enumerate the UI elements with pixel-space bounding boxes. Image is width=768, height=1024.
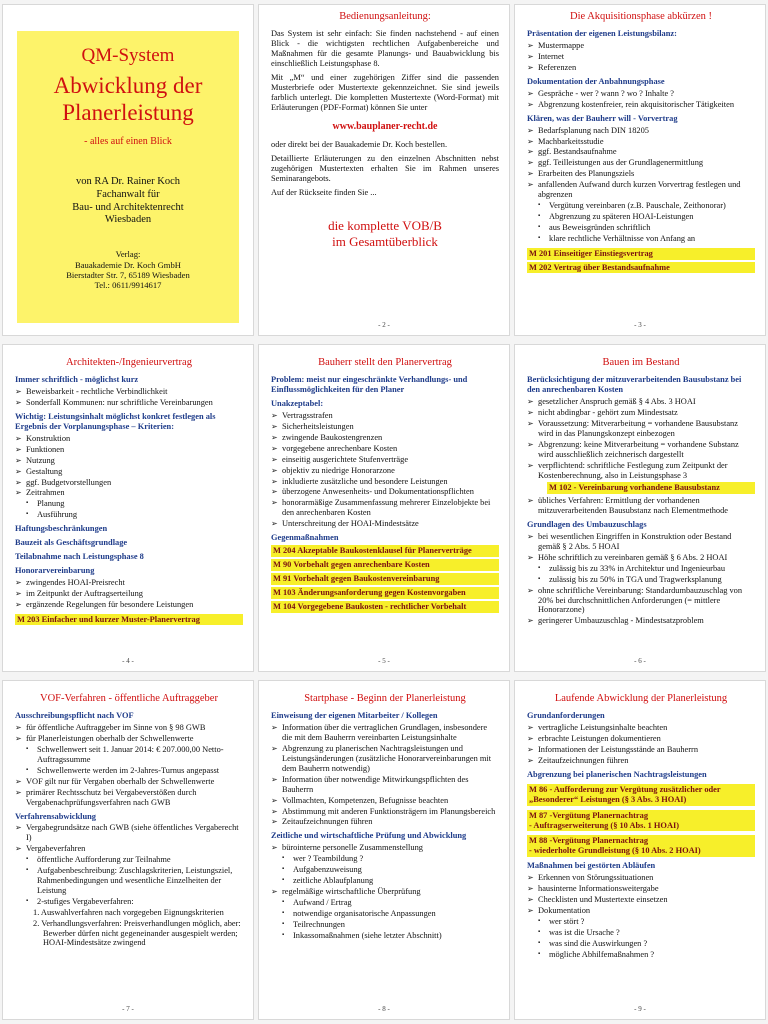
- arrow-icon: ➢: [271, 443, 278, 453]
- section-heading: Einweisung der eigenen Mitarbeiter / Kollegen: [271, 711, 438, 721]
- paragraph: Mit „M“ und einer zugehörigen Ziffer sind die passenden Musterbriefe oder Mustertexte gekennzeichnet. Sie sind jeweils farblich unterlegt. Die kompletten Mustertexte (Word-Format) mit Erläuterungen (PDF-Format) können Sie unter: [271, 73, 499, 112]
- startphase-panel: [258, 680, 510, 1020]
- list-item: ➢ Erkennen von Störungssituationen: [527, 873, 654, 883]
- square-icon: ▪: [282, 909, 285, 916]
- arrow-icon: ➢: [15, 588, 22, 598]
- template-ref-line: - Auftragserweiterung (§ 10 Abs. 1 HOAI): [529, 820, 680, 830]
- list-item: ➢ inkludierte zusätzliche und besondere Leistungen: [271, 476, 448, 486]
- list-subitem: ▪ Ausführung: [26, 510, 78, 520]
- arrow-icon: ➢: [527, 41, 534, 51]
- square-icon: ▪: [282, 855, 285, 862]
- section-heading: Klären, was der Bauherr will - Vorvertrag: [527, 113, 678, 123]
- arrow-icon: ➢: [527, 616, 534, 626]
- list-item: ➢ Abgrenzung kostenfreier, rein akquisitorischer Tätigkeiten: [527, 99, 735, 109]
- section-heading: Haftungsbeschränkungen: [15, 524, 108, 534]
- square-icon: ▪: [538, 212, 541, 219]
- vob-line: im Gesamtüberblick: [332, 233, 438, 249]
- list-item: ➢ Sicherheitsleistungen: [271, 422, 354, 431]
- arrow-icon: ➢: [15, 455, 22, 465]
- arrow-icon: ➢: [15, 387, 22, 397]
- list-item: ➢ nicht abdingbar - gehört zum Mindestsatz: [527, 408, 678, 418]
- section-heading: Honorarvereinbarung: [15, 565, 95, 575]
- list-item: ➢ Konstruktion: [15, 433, 71, 443]
- verlag-line: Bauakademie Dr. Koch GmbH: [75, 259, 181, 270]
- arrow-icon: ➢: [15, 787, 22, 797]
- arrow-icon: ➢: [271, 795, 278, 805]
- client-contract-panel: [258, 344, 510, 672]
- square-icon: ▪: [26, 897, 29, 904]
- website-link[interactable]: www.bauplaner-recht.de: [332, 120, 438, 132]
- list-subitem: ▪ Schwellenwert seit 1. Januar 2014: € 207.000,00 Netto-Auftragssumme: [26, 745, 224, 764]
- panel-title: Laufende Abwicklung der Planerleistung: [554, 693, 728, 704]
- list-subitem: ▪ notwendige organisatorische Anpassungen: [282, 908, 436, 918]
- arrow-icon: ➢: [527, 905, 534, 915]
- section-heading: Grundanforderungen: [527, 711, 605, 721]
- cover-box: [17, 31, 239, 323]
- arrow-icon: ➢: [527, 723, 534, 733]
- list-subitem: ▪ was ist die Ursache ?: [538, 927, 620, 937]
- author-line: Bau- und Architektenrecht: [72, 201, 184, 213]
- arrow-icon: ➢: [271, 476, 278, 486]
- instructions-panel: [258, 4, 510, 336]
- panel-title: VOF-Verfahren - öffentliche Auftraggeber: [40, 693, 218, 704]
- list-subitem: ▪ was sind die Auswirkungen ?: [538, 938, 648, 948]
- list-item: ➢ VOF gilt nur für Vergaben oberhalb der Schwellenwerte: [15, 776, 215, 786]
- square-icon: ▪: [538, 575, 541, 582]
- arrow-icon: ➢: [271, 817, 278, 827]
- list-item: ➢ Unterschreitung der HOAI-Mindestsätze: [271, 519, 419, 529]
- author-line: Wiesbaden: [104, 214, 152, 226]
- panel-title: Bedienungsanleitung:: [339, 11, 431, 22]
- list-item: ➢ überzogene Anwesenheits- und Dokumentationspflichten: [271, 487, 474, 497]
- square-icon: ▪: [26, 746, 29, 753]
- list-item: ➢ Gestaltung: [15, 466, 63, 476]
- list-item: ➢ honorarmäßige Zusammenfassung mehrerer Einzelobjekte bei den anrechenbaren Kosten: [271, 498, 491, 518]
- template-ref[interactable]: M 90 Vorbehalt gegen anrechenbare Kosten: [271, 559, 499, 571]
- square-icon: ▪: [538, 201, 541, 208]
- arrow-icon: ➢: [527, 125, 534, 135]
- list-item: ➢ Abgrenzung zu planerischen Nachtragsleistungen und Leistungsänderungen (zusätzliche Honorarvereinbarungen mit dem Bauherrn notwendig): [271, 744, 492, 773]
- list-item: ➢ ggf. Bestandsaufnahme: [527, 147, 617, 157]
- square-icon: ▪: [538, 928, 541, 935]
- section-heading: Präsentation der eigenen Leistungsbilanz:: [527, 29, 677, 39]
- cover-author: [17, 176, 239, 227]
- square-icon: ▪: [538, 939, 541, 946]
- paragraph: Auf der Rückseite finden Sie ...: [271, 188, 377, 198]
- list-item: ➢ zwingende Baukostengrenzen: [271, 432, 383, 442]
- list-subitem: ▪ Aufwand / Ertrag: [282, 897, 352, 907]
- section-heading: Maßnahmen bei gestörten Abläufen: [527, 861, 656, 871]
- arrow-icon: ➢: [271, 487, 278, 497]
- square-icon: ▪: [282, 931, 285, 938]
- contract-panel: [2, 344, 254, 672]
- arrow-icon: ➢: [271, 843, 278, 853]
- arrow-icon: ➢: [527, 408, 534, 418]
- arrow-icon: ➢: [527, 460, 534, 470]
- list-item: ➢ für Planerleistungen oberhalb der Schwellenwerte: [15, 734, 194, 744]
- list-item: ➢ ggf. Teilleistungen aus der Grundlagenermittlung: [527, 158, 704, 168]
- arrow-icon: ➢: [527, 884, 534, 894]
- list-item: ➢ für öffentliche Auftraggeber im Sinne von § 98 GWB: [15, 723, 206, 733]
- section-heading: Zeitliche und wirtschaftliche Prüfung und Abwicklung: [271, 831, 467, 841]
- arrow-icon: ➢: [15, 599, 22, 609]
- arrow-icon: ➢: [527, 136, 534, 146]
- list-item: ➢ ohne schriftliche Vereinbarung: Standardumbauzuschlag von 20% bei durchschnittlichen Anforderungen (= mittlere Honorarzone): [527, 585, 743, 615]
- template-ref[interactable]: [527, 835, 755, 857]
- list-item: ➢ verpflichtend: schriftliche Festlegung zum Zeitpunkt der Kostenberechnung, also in Leistungsphase 3: [527, 460, 728, 480]
- list-subitem: ▪ aus Beweisgründen schriftlich: [538, 222, 651, 232]
- list-subitem: ▪ zulässig bis zu 33% in Architektur und Ingenieurbau: [538, 563, 726, 573]
- list-item: ➢ Vertragsstrafen: [271, 411, 333, 421]
- vob-line: die komplette VOB/B: [328, 217, 442, 233]
- list-item: ➢ zwingendes HOAI-Preisrecht: [15, 577, 125, 587]
- list-item: ➢ übliches Verfahren: Ermittlung der vorhandenen mitzuverarbeitenden Bausubstanz nach Elementmethode: [527, 496, 728, 516]
- list-item: ➢ im Zeitpunkt der Auftragserteilung: [15, 588, 143, 598]
- verlag-line: Verlag:: [115, 249, 141, 260]
- square-icon: ▪: [282, 898, 285, 905]
- arrow-icon: ➢: [271, 465, 278, 475]
- square-icon: ▪: [26, 500, 29, 507]
- panel-title: Architekten-/Ingenieurvertrag: [66, 357, 192, 368]
- verlag-line: Tel.: 0611/9914617: [94, 280, 162, 291]
- cover-panel: [2, 4, 254, 336]
- arrow-icon: ➢: [527, 63, 534, 73]
- arrow-icon: ➢: [15, 444, 22, 454]
- panel-title: Bauen im Bestand: [602, 357, 680, 368]
- section-heading: Unakzeptabel:: [271, 399, 324, 409]
- template-ref-line: M 87 -Vergütung Planernachtrag: [529, 810, 649, 820]
- arrow-icon: ➢: [527, 99, 534, 109]
- arrow-icon: ➢: [527, 147, 534, 157]
- list-item: ➢ anfallenden Aufwand durch kurzen Vorvertrag festlegen und abgrenzen: [527, 180, 741, 200]
- square-icon: ▪: [538, 564, 541, 571]
- arrow-icon: ➢: [527, 894, 534, 904]
- page-number: - 2 -: [378, 320, 390, 329]
- square-icon: ▪: [538, 234, 541, 241]
- square-icon: ▪: [538, 950, 541, 957]
- page-number: - 8 -: [378, 1004, 390, 1013]
- cover-qm: QM-System: [81, 45, 175, 66]
- list-item: ➢ Sonderfall Kommunen: nur schriftliche Vereinbarungen: [15, 398, 213, 408]
- list-subitem: ▪ 2-stufiges Vergabeverfahren:: [26, 896, 134, 906]
- list-item: ➢ objektiv zu niedrige Honorarzone: [271, 465, 395, 475]
- template-ref[interactable]: M 201 Einseitiger Einstiegsvertrag: [527, 248, 755, 260]
- page-number: - 9 -: [634, 1004, 646, 1013]
- list-item: ➢ Nutzung: [15, 455, 55, 465]
- list-item: ➢ Checklisten und Mustertexte einsetzen: [527, 894, 668, 904]
- list-subitem: ▪ zulässig bis zu 50% in TGA und Tragwerksplanung: [538, 574, 722, 584]
- arrow-icon: ➢: [271, 411, 278, 421]
- template-ref-line: „Besonderer“ Leistungen (§ 3 Abs. 3 HOAI): [529, 794, 687, 804]
- arrow-icon: ➢: [271, 432, 278, 442]
- cover-title-line2: Planerleistung: [62, 99, 194, 125]
- arrow-icon: ➢: [15, 466, 22, 476]
- template-ref[interactable]: M 91 Vorbehalt gegen Baukostenvereinbarung: [271, 573, 499, 585]
- square-icon: ▪: [26, 766, 29, 773]
- list-item: ➢ Zeitrahmen: [15, 488, 65, 498]
- section-heading: Bauzeit als Geschäftsgrundlage: [15, 538, 128, 548]
- arrow-icon: ➢: [15, 723, 22, 733]
- list-item: ➢ Vergabeverfahren: [15, 844, 86, 854]
- acquisition-panel: [514, 4, 766, 336]
- list-item: ➢ Informationen der Leistungsstände an Bauherrn: [527, 745, 699, 755]
- list-item: ➢ Mustermappe: [527, 41, 585, 51]
- arrow-icon: ➢: [527, 439, 534, 449]
- list-subitem: ▪ Teilrechnungen: [282, 919, 345, 929]
- list-subitem: ▪ Vergütung vereinbaren (z.B. Pauschale, Zeithonorar): [538, 200, 726, 210]
- list-item: ➢ Vollmachten, Kompetenzen, Befugnisse beachten: [271, 795, 449, 805]
- page-number: - 6 -: [634, 656, 646, 665]
- arrow-icon: ➢: [271, 454, 278, 464]
- template-ref[interactable]: M 203 Einfacher und kurzer Muster-Planervertrag: [15, 614, 243, 626]
- arrow-icon: ➢: [271, 723, 278, 733]
- list-item: ➢ Zeitaufzeichnungen führen: [527, 756, 629, 765]
- template-ref[interactable]: M 104 Vorgegebene Baukosten - rechtlicher Vorbehalt: [271, 601, 499, 613]
- section-heading: Dokumentation der Anbahnungsphase: [527, 77, 665, 86]
- list-item: ➢ Gespräche - wer ? wann ? wo ? Inhalte ?: [527, 88, 675, 98]
- arrow-icon: ➢: [527, 873, 534, 883]
- arrow-icon: ➢: [15, 776, 22, 786]
- square-icon: ▪: [538, 917, 541, 924]
- list-item: ➢ Erarbeiten des Planungsziels: [527, 169, 635, 179]
- arrow-icon: ➢: [527, 756, 534, 765]
- arrow-icon: ➢: [527, 88, 534, 98]
- paragraph: Detaillierte Erläuterungen zu den einzelnen Abschnitten nebst zugehörigen Mustertexten erhalten Sie im Rahmen unseres Seminarangebots.: [271, 154, 499, 184]
- list-item: ➢ vorgegebene anrechenbare Kosten: [271, 443, 398, 453]
- list-item: ➢ gesetzlicher Anspruch gemäß § 4 Abs. 3 HOAI: [527, 397, 696, 407]
- cover-title: [17, 73, 239, 126]
- arrow-icon: ➢: [527, 532, 534, 542]
- list-item: ➢ primärer Rechtsschutz bei Vergabeverstößen durch Vergabenachprüfungsverfahren nach GWB: [15, 787, 197, 807]
- section-heading: Gegenmaßnahmen: [271, 533, 339, 543]
- ongoing-panel: [514, 680, 766, 1020]
- arrow-icon: ➢: [527, 180, 534, 190]
- template-ref-line: M 88 -Vergütung Planernachtrag: [529, 836, 649, 846]
- square-icon: ▪: [538, 223, 541, 230]
- list-subitem: ▪ Schwellenwerte werden im 2-Jahres-Turnus angepasst: [26, 765, 220, 775]
- arrow-icon: ➢: [15, 477, 22, 487]
- arrow-icon: ➢: [527, 169, 534, 179]
- square-icon: ▪: [282, 866, 285, 873]
- arrow-icon: ➢: [15, 823, 22, 833]
- list-item: ➢ Information über die vertraglichen Grundlagen, insbesondere die mit dem Bauherrn vereinbarten Leistungsinhalte: [271, 723, 488, 743]
- panel-title: Bauherr stellt den Planervertrag: [318, 357, 452, 368]
- cover-subtitle: - alles auf einen Blick: [84, 136, 172, 148]
- arrow-icon: ➢: [15, 433, 22, 443]
- cover-verlag: [17, 249, 239, 290]
- list-item: ➢ Machbarkeitsstudie: [527, 136, 604, 146]
- square-icon: ▪: [26, 867, 29, 874]
- arrow-icon: ➢: [271, 744, 278, 754]
- arrow-icon: ➢: [271, 886, 278, 896]
- list-subitem: ▪ öffentliche Aufforderung zur Teilnahme: [26, 855, 171, 865]
- list-item: ➢ Abstimmung mit anderen Funktionsträgern im Planungsbereich: [271, 806, 496, 816]
- list-item: ➢ einseitig ausgerichtete Stufenverträge: [271, 454, 409, 464]
- arrow-icon: ➢: [527, 552, 534, 562]
- template-ref[interactable]: M 103 Änderungsanforderung gegen Kostenvorgaben: [271, 587, 499, 599]
- arrow-icon: ➢: [527, 734, 534, 744]
- list-item: ➢ Bedarfsplanung nach DIN 18205: [527, 125, 649, 135]
- author-line: von RA Dr. Rainer Koch: [75, 176, 181, 188]
- arrow-icon: ➢: [15, 488, 22, 498]
- template-ref[interactable]: M 102 - Vereinbarung vorhandene Bausubstanz: [547, 482, 755, 494]
- verlag-line: Bierstadter Str. 7, 65189 Wiesbaden: [66, 269, 190, 280]
- arrow-icon: ➢: [271, 422, 278, 431]
- page-number: - 4 -: [122, 656, 134, 665]
- section-heading: Ausschreibungspflicht nach VOF: [15, 711, 134, 721]
- page-number: - 3 -: [634, 320, 646, 329]
- section-heading: Immer schriftlich - möglichst kurz: [15, 375, 139, 385]
- section-heading: Verfahrensabwicklung: [15, 811, 96, 821]
- arrow-icon: ➢: [527, 745, 534, 755]
- list-item: ➢ ggf. Budgetvorstellungen: [15, 477, 112, 487]
- paragraph: Das System ist sehr einfach: Sie finden nachstehend - auf einen Blick - die wichtigsten rechtlichen Aufgabenbereiche und Maßnahmen für die gesamte Planungs- und Bauabwicklung bis einschließlich Leistungsphase 8.: [271, 29, 499, 69]
- arrow-icon: ➢: [527, 52, 534, 62]
- list-item: ➢ bei wesentlichen Eingriffen in Konstruktion oder Bestand gemäß § 2 Abs. 5 HOAI: [527, 532, 732, 551]
- section-heading: Abgrenzung bei planerischen Nachtragsleistungen: [527, 769, 707, 779]
- list-subitem: ▪ Aufgabenbeschreibung: Zuschlagskriterien, Leistungsziel, Rahmenbedingungen und wesentliche Einzelheiten der Leistung: [26, 866, 233, 895]
- arrow-icon: ➢: [15, 398, 22, 408]
- arrow-icon: ➢: [271, 498, 278, 508]
- section-heading: Problem: meist nur eingeschränkte Verhandlungs- und Einflussmöglichkeiten für den Planer: [271, 375, 468, 395]
- numbered-item: 1. Auswahlverfahren nach vorgegeben Eignungskriterien: [33, 907, 224, 917]
- list-item: ➢ Beweisbarkeit - rechtliche Verbindlichkeit: [15, 387, 168, 397]
- list-subitem: ▪ klare rechtliche Verhältnisse von Anfang an: [538, 233, 696, 243]
- arrow-icon: ➢: [15, 734, 22, 744]
- arrow-icon: ➢: [527, 585, 534, 595]
- list-item: ➢ Funktionen: [15, 444, 65, 454]
- arrow-icon: ➢: [271, 806, 278, 816]
- list-subitem: ▪ mögliche Abhilfemaßnahmen ?: [538, 949, 655, 959]
- list-item: ➢ Information über notwendige Mitwirkungspflichten des Bauherrn: [271, 774, 469, 794]
- cover-title-line1: Abwicklung der: [53, 73, 203, 99]
- author-line: Fachanwalt für: [96, 188, 160, 200]
- arrow-icon: ➢: [271, 519, 278, 529]
- arrow-icon: ➢: [15, 844, 22, 854]
- section-heading: Teilabnahme nach Leistungsphase 8: [15, 551, 144, 561]
- arrow-icon: ➢: [15, 577, 22, 587]
- panel-title: Die Akquisitionsphase abkürzen !: [569, 11, 712, 22]
- template-ref-line: - wiederholte Grundleistung (§ 10 Abs. 2 HOAI): [529, 846, 701, 856]
- list-subitem: ▪ zeitliche Ablaufplanung: [282, 875, 374, 885]
- panel-title: Startphase - Beginn der Planerleistung: [304, 693, 466, 704]
- vob-callout: [271, 218, 499, 249]
- section-heading: Wichtig: Leistungsinhalt möglichst konkret festlegen als Ergebnis der Vorplanungsphase – Kriterien:: [15, 412, 216, 431]
- list-subitem: ▪ Planung: [26, 499, 65, 509]
- arrow-icon: ➢: [527, 397, 534, 407]
- square-icon: ▪: [282, 876, 285, 883]
- template-ref[interactable]: [527, 784, 755, 806]
- numbered-item: 2. Verhandlungsverfahren: Preisverhandlungen möglich, aber: Bewerber dürfen nicht gegeneinander ausgespielt werden; HOAI-Mindestsätze zwingend: [33, 918, 241, 948]
- list-item: ➢ erbrachte Leistungen dokumentieren: [527, 734, 661, 744]
- existing-building-panel: [514, 344, 766, 672]
- list-item: ➢ bürointerne personelle Zusammenstellung: [271, 843, 423, 853]
- page-number: - 7 -: [122, 1004, 134, 1013]
- arrow-icon: ➢: [527, 419, 534, 428]
- list-item: ➢ Voraussetzung: Mitverarbeitung = vorhandene Bausubstanz wird in das Planungskonzept einbezogen: [527, 419, 738, 438]
- list-subitem: ▪ Inkassomaßnahmen (siehe letzter Abschnitt): [282, 930, 442, 940]
- list-item: ➢ Höhe schriftlich zu vereinbaren gemäß § 6 Abs. 2 HOAI: [527, 552, 728, 562]
- list-item: ➢ Vergabegrundsätze nach GWB (siehe öffentliches Vergaberecht I): [15, 823, 239, 843]
- list-item: ➢ vertragliche Leistungsinhalte beachten: [527, 723, 668, 733]
- list-item: ➢ Zeitaufzeichnungen führen: [271, 817, 373, 827]
- list-item: ➢ regelmäßige wirtschaftliche Überprüfung: [271, 886, 421, 896]
- list-item: ➢ Abgrenzung: keine Mitverarbeitung = vorhandene Substanz wird ausschließlich zeichnerisch dargestellt: [527, 439, 739, 459]
- list-item: ➢ hausinterne Informationsweitergabe: [527, 884, 659, 894]
- list-item: ➢ ergänzende Regelungen für besondere Leistungen: [15, 599, 194, 609]
- square-icon: ▪: [26, 856, 29, 863]
- section-heading: Berücksichtigung der mitzuverarbeitenden Bausubstanz bei den anrechenbaren Kosten: [527, 375, 742, 395]
- page-number: - 5 -: [378, 656, 390, 665]
- section-heading: Grundlagen des Umbauzuschlags: [527, 520, 647, 530]
- template-ref-line: M 86 - Aufforderung zur Vergütung zusätzlicher oder: [529, 784, 721, 794]
- template-ref[interactable]: [527, 810, 755, 832]
- list-subitem: ▪ Abgrenzung zu späteren HOAI-Leistungen: [538, 211, 694, 221]
- arrow-icon: ➢: [271, 774, 278, 784]
- list-item: ➢ Referenzen: [527, 63, 577, 73]
- list-subitem: ▪ wer stört ?: [538, 916, 585, 926]
- template-ref[interactable]: M 204 Akzeptable Baukostenklausel für Planerverträge: [271, 545, 499, 557]
- list-subitem: ▪ wer ? Teambildung ?: [282, 854, 364, 864]
- list-item: ➢ Internet: [527, 52, 565, 62]
- paragraph: oder direkt bei der Bauakademie Dr. Koch bestellen.: [271, 140, 448, 150]
- list-item: ➢ geringerer Umbauzuschlag - Mindestsatzproblem: [527, 616, 704, 626]
- vof-panel: [2, 680, 254, 1020]
- list-subitem: ▪ Aufgabenzuweisung: [282, 865, 362, 875]
- list-item: ➢ Dokumentation: [527, 905, 591, 915]
- square-icon: ▪: [26, 511, 29, 518]
- square-icon: ▪: [282, 920, 285, 927]
- template-ref[interactable]: M 202 Vertrag über Bestandsaufnahme: [527, 262, 755, 274]
- arrow-icon: ➢: [527, 158, 534, 168]
- arrow-icon: ➢: [527, 496, 534, 506]
